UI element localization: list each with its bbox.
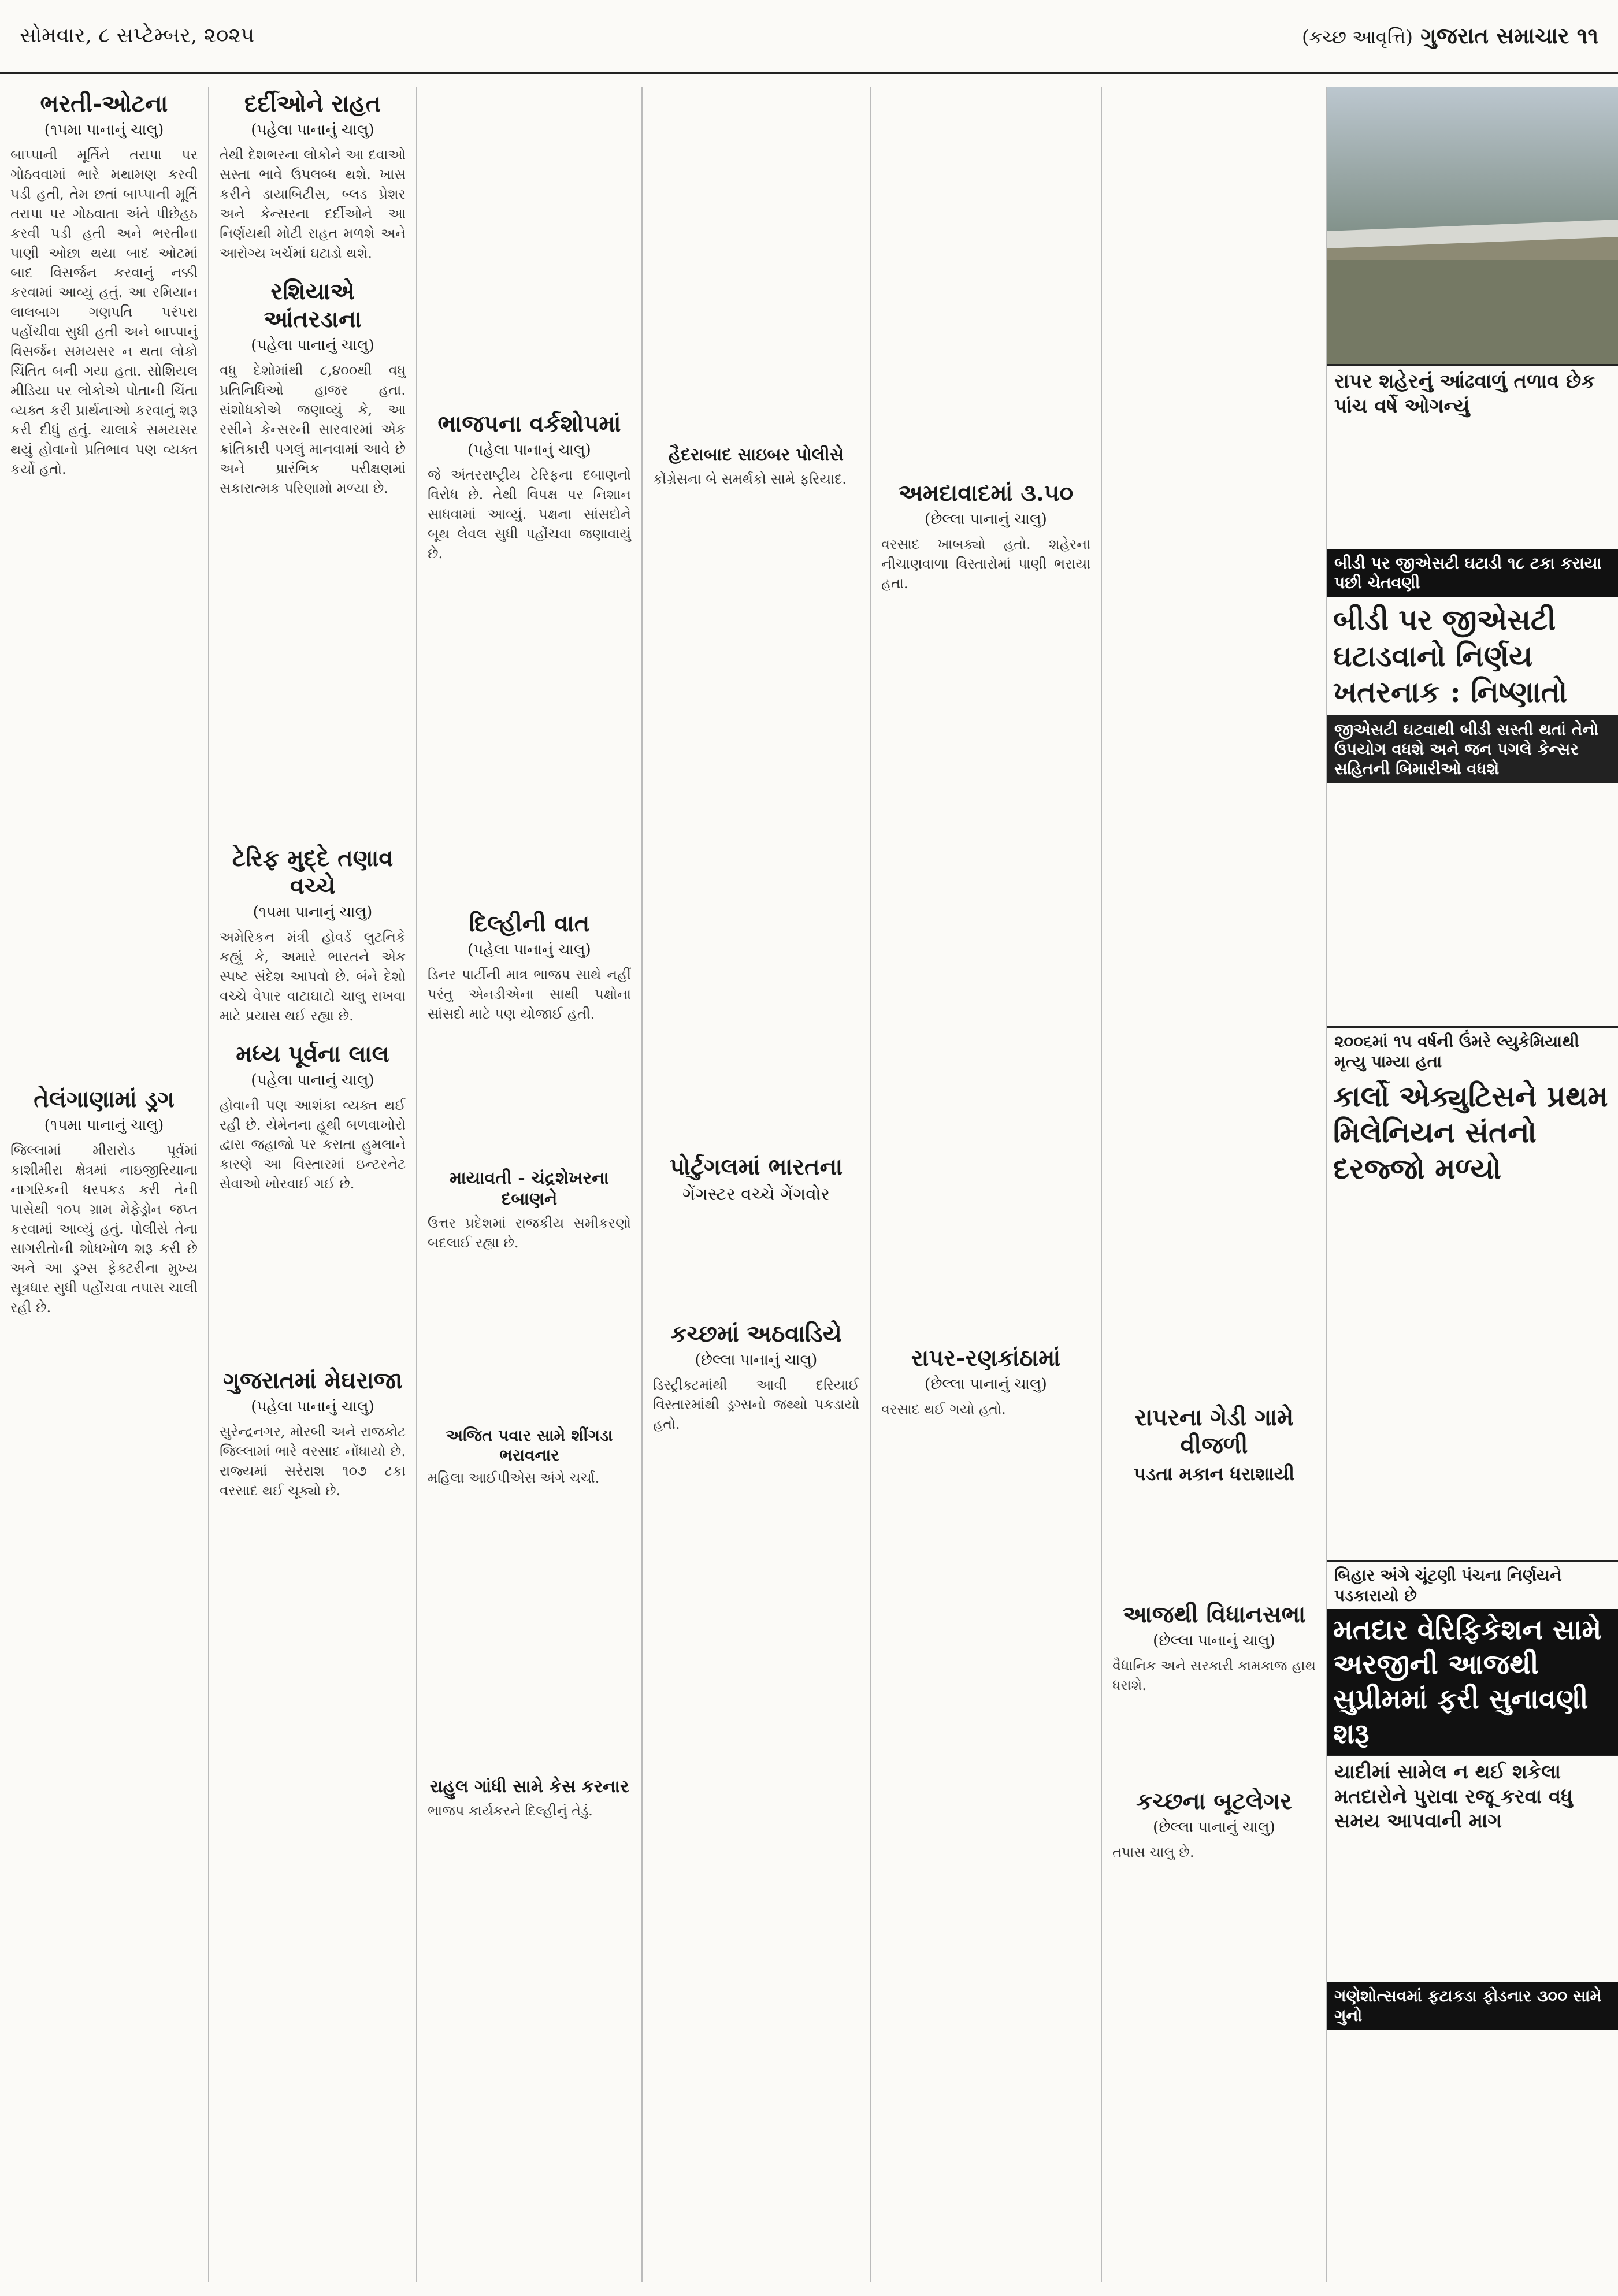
story-hyderabad <box>653 445 859 489</box>
story-title: આજથી વિધાનસભા <box>1122 1601 1306 1628</box>
story-continued: (છેલ્લા પાનાનું ચાલુ) <box>695 1351 818 1369</box>
story-title: મધ્ય પૂર્વના લાલ <box>236 1041 389 1068</box>
story-vidhansabha <box>1112 1601 1316 1695</box>
story-title: રાપરના ગેડી ગામે વીજળી <box>1134 1404 1294 1459</box>
story-gujarat-rain <box>220 1367 406 1500</box>
story-russia <box>220 278 406 498</box>
story-body: વરસાદ ખાબક્યો હતો. શહેરના નીચાણવાળા વિસ્તારોમાં પાણી ભરાયા હતા. <box>881 536 1090 592</box>
story-continued: (છેલ્લા પાનાનું ચાલુ) <box>1153 1819 1275 1836</box>
story-body: અમેરિકન મંત્રી હોવર્ડ લુટનિકે કહ્યું કે, અમારે ભારતને એક સ્પષ્ટ સંદેશ આપવો છે. બંને દેશો વચ્ચે વેપાર વાટાઘાટો ચાલુ રાખવા માટે પ્રયાસ થઈ રહ્યા છે. <box>220 929 406 1024</box>
story-body: હોવાની પણ આશંકા વ્યક્ત થઈ રહી છે. યેમેનના હૂથી બળવાખોરો દ્વારા જહાજો પર કરાતા હુમલાને કારણે આ વિસ્તારમાં ઇન્ટરનેટ સેવાઓ ખોરવાઈ ગઈ છે. <box>220 1097 406 1192</box>
ganesh-banner: ગણેશોત્સવમાં ફટાકડા ફોડનાર ૩૦૦ સામે ગુનો <box>1327 1982 1618 2030</box>
story-title: રાહુલ ગાંધી સામે કેસ કરનાર <box>429 1777 629 1797</box>
story-body: તપાસ ચાલુ છે. <box>1112 1844 1194 1860</box>
story-bhajapa <box>428 410 631 563</box>
story-telangana <box>10 1086 198 1317</box>
story-body: જિલ્લામાં મીરારોડ પૂર્વમાં કાશીમીરા ક્ષેત્રમાં નાઇજીરિયાના નાગરિકની ધરપકડ કરી તેની પાસેથી ૧૦૫ ગ્રામ મેફેડ્રોન જપ્ત કરવામાં આવ્યું હતું. પોલીસે તેના સાગરીતોની શોધખોળ શરૂ કરી છે અને આ ડ્રગ્સ ફેક્ટરીના મુખ્ય સૂત્રધાર સુધી પહોંચવા તપાસ ચાલી રહી છે. <box>10 1142 198 1316</box>
lake-photo <box>1327 87 1618 364</box>
bidi-headline: બીડી પર જીએસટી ઘટાડવાનો નિર્ણય ખતરનાક : નિષ્ણાતો <box>1333 603 1568 709</box>
story-body: ઉત્તર પ્રદેશમાં રાજકીય સમીકરણો બદલાઈ રહ્યા છે. <box>428 1215 631 1251</box>
story-body: કોંગ્રેસના બે સમર્થકો સામે ફરિયાદ. <box>653 471 847 487</box>
story-madhya <box>220 1041 406 1194</box>
story-body: વરસાદ થઈ ગયો હતો. <box>881 1401 1006 1417</box>
story-continued: (પહેલા પાનાનું ચાલુ) <box>251 1398 374 1416</box>
story-title: ભરતી-ઓટના <box>40 90 168 117</box>
paper-name: ગુજરાત સમાચાર <box>1420 23 1569 49</box>
story-title: ગુજરાતમાં મેઘરાજા <box>222 1367 403 1394</box>
story-title: દિલ્હીની વાત <box>469 910 590 937</box>
story-title: હૈદરાબાદ સાઇબર પોલીસે <box>668 445 844 465</box>
issue-date: સોમવાર, ૮ સપ્ટેમ્બર, ૨૦૨૫ <box>20 24 255 47</box>
story-kutch <box>653 1320 859 1434</box>
bihar-headline: મતદાર વેરિફિકેશન સામે અરજીની આજથી સુપ્રીમમાં ફરી સુનાવણી શરૂ <box>1327 1609 1618 1755</box>
edition-label: (કચ્છ આવૃત્તિ) <box>1301 26 1413 48</box>
story-rapar-house <box>1112 1404 1316 1485</box>
story-subtitle: ગેંગસ્ટર વચ્ચે ગેંગવોર <box>682 1184 830 1205</box>
column-1 <box>0 87 208 2282</box>
column-6 <box>1101 87 1326 2282</box>
story-body: બાપ્પાની મૂર્તિને તરાપા પર ગોઠવવામાં ભારે મથામણ કરવી પડી હતી, તેમ છતાં બાપ્પાની મૂર્તિ તરાપા પર ગોઠવાતા અંતે પીછેહઠ કરવી પડી હતી અને ભરતીના પાણી ઓછા થયા બાદ ઓટમાં બાદ વિસર્જન કરવાનું નક્કી કરવામાં આવ્યું હતું. આ રમિયાન લાલબાગ ગણપતિ પરંપરા પહોંચીવા સુધી હતી અને બાપ્પાનું વિસર્જન સમયસર ન થતા લોકો ચિંતિત બની ગયા હતા. સોશિયલ મીડિયા પર લોકોએ પોતાની ચિંતા વ્યક્ત કરી પ્રાર્થનાઓ કરવાનું શરૂ કરી દીધું હતું. ચાલાકે સમયસર થયું હોવાનો પ્રતિભાવ પણ વ્યક્ત કર્યો હતો. <box>10 147 198 477</box>
story-title: અજિત પવાર સામે શીંગડા ભરાવનાર <box>446 1426 613 1465</box>
story-body: સુરેન્દ્રનગર, મોરબી અને રાજકોટ જિલ્લામાં ભારે વરસાદ નોંધાયો છે. રાજ્યમાં સરેરાશ ૧૦૭ ટકા વરસાદ થઈ ચૂક્યો છે. <box>220 1424 406 1499</box>
story-body: જે અંતરરાષ્ટ્રીય ટેરિફના દબાણનો વિરોધ છે. તેથી વિપક્ષ પર નિશાન સાધવામાં આવ્યું. પક્ષના સાંસદોને બૂથ લેવલ સુધી પહોંચવા જણાવાયું છે. <box>428 467 631 562</box>
story-ahmedabad <box>881 480 1090 593</box>
bihar-subhead: યાદીમાં સામેલ ન થઈ શકેલા મતદારોને પુરાવા રજૂ કરવા વધુ સમય આપવાની માગ <box>1327 1755 1618 1837</box>
story-continued: (પહેલા પાનાનું ચાલુ) <box>251 1072 374 1089</box>
story-continued: (પહેલા પાનાનું ચાલુ) <box>251 337 374 354</box>
story-title: રાપર-રણકાંઠામાં <box>911 1344 1061 1372</box>
story-body: ભાજપ કાર્યકરને દિલ્હીનું તેડું. <box>428 1803 593 1819</box>
story-continued: (છેલ્લા પાનાનું ચાલુ) <box>925 511 1047 528</box>
right-section <box>1326 87 1618 2282</box>
carlo-banner: ૨૦૦૬માં ૧૫ વર્ષની ઉંમરે લ્યુકેમિયાથી મૃત્યુ પામ્યા હતા <box>1327 1026 1618 1075</box>
bidi-subhead: જીએસટી ઘટવાથી બીડી સસ્તી થતાં તેનો ઉપયોગ વધશે અને જન પગલે કેન્સર સહિતની બિમારીઓ વધશે <box>1327 715 1618 783</box>
story-mayavati <box>428 1168 631 1253</box>
carlo-headline: કાર્લો એક્યુટિસને પ્રથમ મિલેનિયન સંતનો દરજ્જો મળ્યો <box>1333 1079 1608 1186</box>
story-title: ટેરિફ મુદ્દે તણાવ વચ્ચે <box>232 845 394 900</box>
story-body: મહિલા આઈપીએસ અંગે ચર્ચા. <box>428 1470 600 1487</box>
story-continued: (છેલ્લા પાનાનું ચાલુ) <box>1153 1632 1275 1649</box>
story-title: રશિયાએ આંતરડાના <box>264 278 362 333</box>
story-subtitle: પડતા મકાન ધરાશાયી <box>1134 1463 1294 1485</box>
column-5 <box>870 87 1101 2282</box>
column-3 <box>416 87 641 2282</box>
story-title: તેલંગાણામાં ડ્રગ <box>34 1086 175 1113</box>
story-body: ડિનર પાર્ટીની માત્ર ભાજપ સાથે નહીં પરંતુ એનડીએના સાથી પક્ષોના સાંસદો માટે પણ યોજાઈ હતી. <box>428 967 631 1022</box>
story-title: દર્દીઓને રાહત <box>244 90 381 117</box>
story-continued: (પહેલા પાનાનું ચાલુ) <box>467 941 591 958</box>
bihar-banner: બિહાર અંગે ચૂંટણી પંચના નિર્ણયને પડકારાયો છે <box>1327 1560 1618 1609</box>
story-body: વૈધાનિક અને સરકારી કામકાજ હાથ ધરાશે. <box>1112 1658 1316 1693</box>
story-title: ભાજપના વર્કશોપમાં <box>437 410 621 437</box>
story-body: વધુ દેશોમાંથી ૮,૪૦૦થી વધુ પ્રતિનિધિઓ હાજર હતા. સંશોધકોએ જણાવ્યું કે, આ રસીને કેન્સરની સારવારમાં એક ક્રાંતિકારી પગલું માનવામાં આવે છે અને પ્રારંભિક પરીક્ષણમાં સકારાત્મક પરિણામો મળ્યા છે. <box>220 362 406 496</box>
story-rahul <box>428 1777 631 1821</box>
story-tariff <box>220 845 406 1026</box>
story-ajit <box>428 1426 631 1488</box>
story-body: તેથી દેશભરના લોકોને આ દવાઓ સસ્તા ભાવે ઉપલબ્ધ થશે. ખાસ કરીને ડાયાબિટીસ, બ્લડ પ્રેશર અને કેન્સરના દર્દીઓને આ નિર્ણયથી મોટી રાહત મળશે અને આરોગ્ય ખર્ચમાં ઘટાડો થશે. <box>220 147 406 261</box>
photo-caption: રાપર શહેરનું આંઢવાળું તળાવ છેક પાંચ વર્ષે ઓગન્યું <box>1327 364 1618 422</box>
masthead <box>1302 23 1598 49</box>
story-title: માયાવતી - ચંદ્રશેખરના દબાણને <box>450 1168 609 1209</box>
story-dardio <box>220 90 406 263</box>
story-continued: (૧૫મા પાનાનું ચાલુ) <box>44 121 164 139</box>
story-title: અમદાવાદમાં ૩.૫૦ <box>898 480 1074 507</box>
story-continued: (પહેલા પાનાનું ચાલુ) <box>467 441 591 459</box>
story-continued: (છેલ્લા પાનાનું ચાલુ) <box>925 1376 1047 1393</box>
story-continued: (૧૫મા પાનાનું ચાલુ) <box>44 1117 164 1134</box>
story-portugal <box>653 1153 859 1205</box>
story-continued: (૧૫મા પાનાનું ચાલુ) <box>253 904 373 921</box>
page-header <box>0 0 1618 74</box>
column-4 <box>641 87 870 2282</box>
story-title: કચ્છમાં અઠવાડિયે <box>670 1320 842 1347</box>
story-butlegar <box>1112 1788 1316 1862</box>
bidi-banner: બીડી પર જીએસટી ઘટાડી ૧૮ ટકા કરાયા પછી ચેતવણી <box>1327 549 1618 597</box>
story-body: ડિસ્ટ્રીક્ટમાંથી આવી દરિયાઈ વિસ્તારમાંથી ડ્રગ્સનો જથ્થો પકડાયો હતો. <box>653 1377 859 1432</box>
water-icon <box>1327 87 1618 364</box>
story-title: કચ્છના બૂટલેગર <box>1136 1788 1292 1815</box>
story-delhi <box>428 910 631 1024</box>
column-2 <box>208 87 416 2282</box>
story-continued: (પહેલા પાનાનું ચાલુ) <box>251 121 374 139</box>
page-number: ૧૧ <box>1576 23 1598 49</box>
story-bharti <box>10 90 198 479</box>
story-title: પોર્ટુગલમાં ભારતના <box>669 1153 843 1180</box>
story-rapar-rain <box>881 1344 1090 1419</box>
